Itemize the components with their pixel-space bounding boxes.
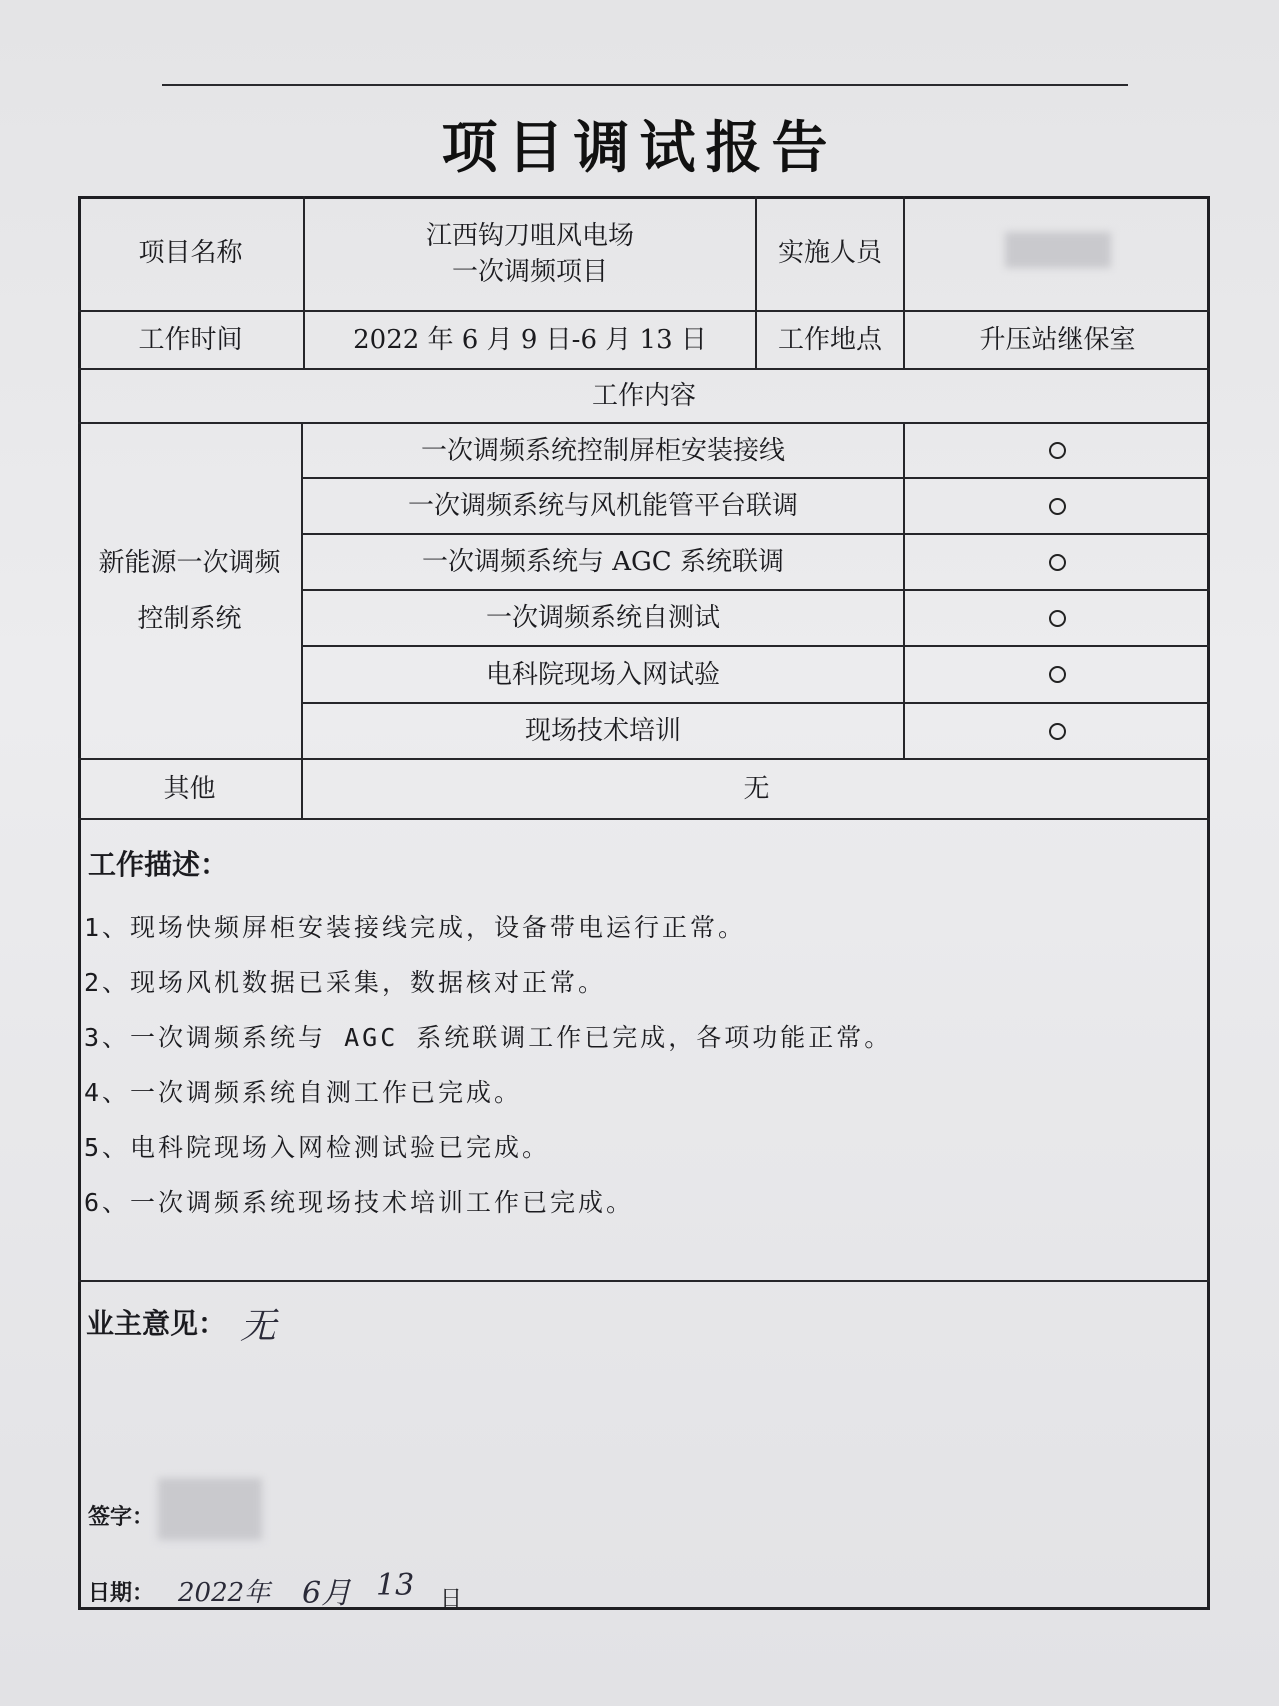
check-mark: [905, 424, 1210, 477]
description-line: 1、现场快频屏柜安装接线完成，设备带电运行正常。: [84, 913, 747, 942]
work-time-value: 2022 年 6 月 9 日-6 月 13 日: [353, 325, 707, 355]
date-year: 2022年: [178, 1578, 271, 1608]
description-line: 6、一次调频系统现场技术培训工作已完成。: [84, 1188, 635, 1217]
project-name-value: [305, 206, 755, 302]
circle-mark-icon: [1049, 723, 1066, 740]
date-day-suffix: 日: [440, 1587, 463, 1612]
project-name-line1: 江西钩刀咀风电场: [425, 221, 634, 251]
check-mark: [905, 704, 1210, 758]
other-label: 其他: [163, 774, 216, 804]
work-time-label: 工作时间: [138, 325, 243, 355]
description-line: 5、电科院现场入网检测试验已完成。: [84, 1133, 551, 1162]
signature-label: 签字：: [88, 1504, 155, 1530]
work-content-header: 工作内容: [591, 381, 696, 411]
date-label: 日期：: [88, 1580, 155, 1606]
system-label: [78, 424, 301, 758]
system-label-line1: 新能源一次调频: [98, 548, 281, 578]
date-month: 6月: [302, 1576, 352, 1611]
check-mark: [905, 591, 1210, 645]
system-label-line2: 控制系统: [137, 604, 242, 634]
check-mark: [905, 479, 1210, 533]
implementer-label: 实施人员: [777, 238, 882, 268]
redacted-signature: [158, 1478, 262, 1540]
content-item: 一次调频系统与风机能管平台联调: [407, 491, 798, 521]
project-name-line2: 一次调频项目: [451, 257, 608, 287]
description-line: 3、一次调频系统与 AGC 系统联调工作已完成，各项功能正常。: [84, 1023, 893, 1052]
circle-mark-icon: [1049, 610, 1066, 627]
circle-mark-icon: [1049, 554, 1066, 571]
other-value: 无: [743, 774, 770, 804]
owner-opinion-value: 无: [240, 1306, 277, 1347]
work-place-label: 工作地点: [777, 325, 882, 355]
content-item: 一次调频系统与 AGC 系统联调: [422, 547, 784, 577]
check-mark: [905, 647, 1210, 702]
content-item: 一次调频系统控制屏柜安装接线: [420, 435, 785, 466]
check-mark: [905, 535, 1210, 589]
circle-mark-icon: [1049, 498, 1066, 515]
redacted-implementer-name: [1005, 232, 1111, 268]
description-title: 工作描述：: [88, 848, 229, 881]
work-place-value: 升压站继保室: [979, 325, 1136, 355]
content-item: 电科院现场入网试验: [485, 659, 720, 690]
report-title: 项目调试报告: [441, 115, 838, 181]
content-item: 一次调频系统自测试: [485, 603, 720, 633]
circle-mark-icon: [1049, 442, 1066, 459]
description-line: 4、一次调频系统自测工作已完成。: [84, 1078, 523, 1107]
date-day: 13: [376, 1568, 415, 1603]
owner-opinion-label: 业主意见：: [86, 1307, 227, 1340]
header-rule: [162, 84, 1128, 86]
content-item: 现场技术培训: [524, 716, 681, 746]
project-name-label: 项目名称: [138, 238, 243, 268]
description-line: 2、现场风机数据已采集，数据核对正常。: [84, 968, 607, 997]
circle-mark-icon: [1049, 666, 1066, 683]
